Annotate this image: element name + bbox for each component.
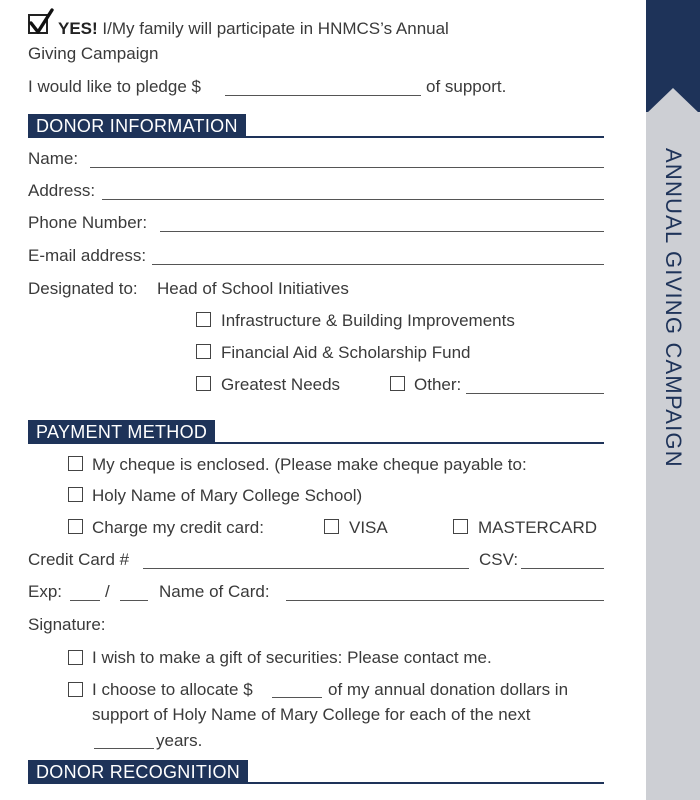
visa-checkbox[interactable] [324,519,339,534]
card-number-label: Credit Card # [28,550,130,569]
exp-label: Exp: [28,582,63,601]
checkmark-icon [28,8,54,36]
sidebar-title-wrap [647,0,700,800]
yes-text-line2: Giving Campaign [28,44,159,63]
visa-label: VISA [349,518,388,537]
other-field[interactable] [466,393,604,394]
name-on-card-label: Name of Card: [159,582,270,601]
allocate-label: I choose to allocate $ [92,680,253,699]
payable-to-checkbox[interactable] [68,487,83,502]
address-field[interactable] [102,199,604,200]
pledge-label: I would like to pledge $ [28,77,201,96]
exp-month-field[interactable] [70,600,100,601]
greatest-needs-label: Greatest Needs [221,375,341,394]
mastercard-checkbox[interactable] [453,519,468,534]
name-label: Name: [28,149,79,168]
csv-field[interactable] [521,568,604,569]
signature-label: Signature: [28,615,106,634]
allocate-amount-field[interactable] [272,697,322,698]
csv-label: CSV: [479,550,519,569]
securities-label: I wish to make a gift of securities: Please contact me. [92,648,492,667]
yes-checkbox[interactable] [28,14,48,34]
address-label: Address: [28,181,96,200]
email-label: E-mail address: [28,246,147,265]
infrastructure-label: Infrastructure & Building Improvements [221,311,515,330]
designated-value: Head of School Initiatives [157,279,349,298]
securities-checkbox[interactable] [68,650,83,665]
phone-label: Phone Number: [28,213,148,232]
mastercard-label: MASTERCARD [478,518,598,537]
sidebar-title: ANNUAL GIVING CAMPAIGN [661,148,686,468]
other-checkbox[interactable] [390,376,405,391]
exp-separator: / [105,582,110,601]
yes-label: YES! [58,19,98,38]
name-field[interactable] [90,167,604,168]
allocate-years-field[interactable] [94,748,154,749]
email-field[interactable] [152,264,604,265]
name-on-card-field[interactable] [286,600,604,601]
designated-label: Designated to: [28,279,138,298]
card-number-field[interactable] [143,568,469,569]
allocate-suffix: of my annual donation dollars in [328,680,569,699]
yes-statement [58,19,449,39]
allocate-years-label: years. [156,731,203,750]
recognition-heading: DONOR RECOGNITION [28,760,248,784]
credit-card-label: Charge my credit card: [92,518,264,537]
credit-card-checkbox[interactable] [68,519,83,534]
financial-aid-checkbox[interactable] [196,344,211,359]
payment-heading: PAYMENT METHOD [28,420,215,444]
cheque-label: My cheque is enclosed. (Please make cheque payable to: [92,455,527,474]
other-label: Other: [414,375,462,394]
exp-year-field[interactable] [120,600,148,601]
allocate-checkbox[interactable] [68,682,83,697]
infrastructure-checkbox[interactable] [196,312,211,327]
allocate-line2: support of Holy Name of Mary College for each of the next [92,705,531,724]
greatest-needs-checkbox[interactable] [196,376,211,391]
pledge-amount-field[interactable] [225,95,421,96]
pledge-suffix: of support. [426,77,507,96]
financial-aid-label: Financial Aid & Scholarship Fund [221,343,471,362]
yes-text: I/My family will participate in HNMCS’s Annual [102,19,449,38]
cheque-checkbox[interactable] [68,456,83,471]
donor-info-heading: DONOR INFORMATION [28,114,246,138]
payable-to-label: Holy Name of Mary College School) [92,486,363,505]
phone-field[interactable] [160,231,604,232]
